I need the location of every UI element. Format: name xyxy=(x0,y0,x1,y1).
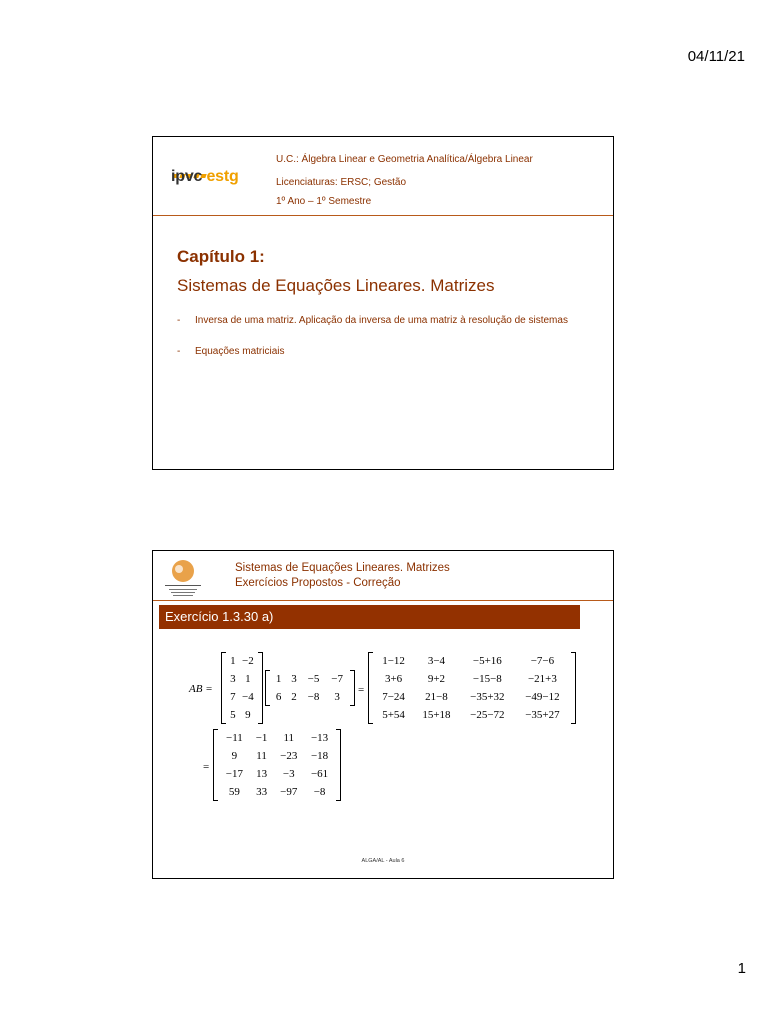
matrix-cell: 13 xyxy=(256,768,268,780)
matrix-cell: −11 xyxy=(226,732,243,744)
matrix-cell: −1 xyxy=(255,732,268,744)
matrix-row xyxy=(227,706,257,724)
matrix-cell: 11 xyxy=(256,750,267,762)
exercise-banner xyxy=(159,605,580,629)
slide-title xyxy=(152,136,614,470)
matrix-row xyxy=(219,747,335,765)
matrix-cell: 33 xyxy=(256,786,268,798)
page-number: 1 xyxy=(737,960,746,977)
matrix-cell: 9 xyxy=(245,709,251,721)
matrix-row xyxy=(271,670,349,688)
course-line: U.C.: Álgebra Linear e Geometria Analítica/Álgebra Linear xyxy=(276,154,533,165)
matrix-cell: 3 xyxy=(291,673,297,685)
matrix-row xyxy=(271,688,349,706)
matrix-cell: 21−8 xyxy=(425,691,448,703)
matrix-cell: −49−12 xyxy=(525,691,560,703)
equals-sign: = xyxy=(358,684,365,696)
matrix-cell: −2 xyxy=(242,655,254,667)
matrix-b xyxy=(265,670,355,706)
matrix-cell: 5 xyxy=(230,709,236,721)
matrix-result xyxy=(213,729,341,801)
matrix-cell: −17 xyxy=(225,768,244,780)
bullet-item: - Inversa de uma matriz. Aplicação da inversa de uma matriz à resolução de sistemas xyxy=(177,315,568,326)
matrix-expanded xyxy=(368,652,576,724)
matrix-cell: −97 xyxy=(280,786,298,798)
matrix-cell: −4 xyxy=(242,691,254,703)
matrix-cell: 11 xyxy=(283,732,295,744)
matrix-cell: −21+3 xyxy=(527,673,557,685)
matrix-cell: −15−8 xyxy=(472,673,502,685)
chapter-title: Capítulo 1: xyxy=(177,247,265,266)
matrix-row xyxy=(374,706,570,724)
matrix-cell: 5+54 xyxy=(382,709,405,721)
matrix-cell: 1 xyxy=(245,673,251,685)
matrix-cell: −7−6 xyxy=(530,655,555,667)
label-ab: AB = xyxy=(189,683,213,695)
page-date: 04/11/21 xyxy=(687,48,745,65)
matrix-row xyxy=(219,783,335,801)
matrix-cell: 3 xyxy=(334,691,340,703)
matrix-cell: −3 xyxy=(282,768,295,780)
matrix-cell: −35+27 xyxy=(525,709,560,721)
exercise-label: Exercício 1.3.30 a) xyxy=(165,609,274,624)
matrix-cell: −8 xyxy=(313,786,326,798)
matrix-cell: 9+2 xyxy=(427,673,446,685)
matrix-cell: 9 xyxy=(231,750,238,762)
slide-title-line2: Exercícios Propostos - Correção xyxy=(235,577,401,589)
matrix-row xyxy=(374,688,570,706)
matrix-cell: 3+6 xyxy=(384,673,403,685)
matrix-cell: 3 xyxy=(230,673,236,685)
header-divider xyxy=(153,600,613,601)
bullet-item: - Equações matriciais xyxy=(177,346,285,357)
slide-exercise xyxy=(152,550,614,879)
logo-text-ipvc: ipvc xyxy=(171,168,203,185)
matrix-row xyxy=(219,765,335,783)
matrix-cell: −18 xyxy=(310,750,329,762)
matrix-row xyxy=(227,652,257,670)
school-logo-icon xyxy=(159,557,207,599)
matrix-cell: 2 xyxy=(291,691,297,703)
matrix-cell: −23 xyxy=(280,750,298,762)
matrix-cell: 59 xyxy=(228,786,240,798)
matrix-cell: 6 xyxy=(275,691,282,703)
matrix-cell: 1 xyxy=(275,673,282,685)
matrix-cell: −35+32 xyxy=(470,691,505,703)
matrix-row xyxy=(374,652,570,670)
matrix-cell: 1−12 xyxy=(382,655,405,667)
ipvc-estg-logo xyxy=(171,165,243,193)
year-line: 1º Ano – 1º Semestre xyxy=(276,196,372,207)
matrix-cell: 1 xyxy=(230,655,236,667)
matrix-a xyxy=(221,652,263,724)
equals-sign: = xyxy=(203,761,210,773)
matrix-cell: −8 xyxy=(307,691,320,703)
matrix-cell: −13 xyxy=(310,732,329,744)
matrix-cell: −7 xyxy=(331,673,344,685)
matrix-cell: 7 xyxy=(230,691,236,703)
matrix-cell: −25−72 xyxy=(470,709,505,721)
matrix-cell: −5+16 xyxy=(472,655,502,667)
matrix-cell: 15+18 xyxy=(422,709,451,721)
matrix-cell: −5 xyxy=(307,673,320,685)
matrix-row xyxy=(227,670,257,688)
matrix-row xyxy=(374,670,570,688)
matrix-cell: −61 xyxy=(310,768,329,780)
chapter-subtitle: Sistemas de Equações Lineares. Matrizes xyxy=(177,276,495,295)
matrix-cell: 7−24 xyxy=(382,691,405,703)
slide-title-line1: Sistemas de Equações Lineares. Matrizes xyxy=(235,562,450,574)
matrix-row xyxy=(219,729,335,747)
header-divider xyxy=(153,215,613,216)
degree-line: Licenciaturas: ERSC; Gestão xyxy=(276,177,407,188)
slide-footer: ALGA/AL - Aula 6 xyxy=(361,858,405,864)
matrix-cell: 3−4 xyxy=(427,655,446,667)
matrix-row xyxy=(227,688,257,706)
logo-text-estg: estg xyxy=(206,168,239,185)
